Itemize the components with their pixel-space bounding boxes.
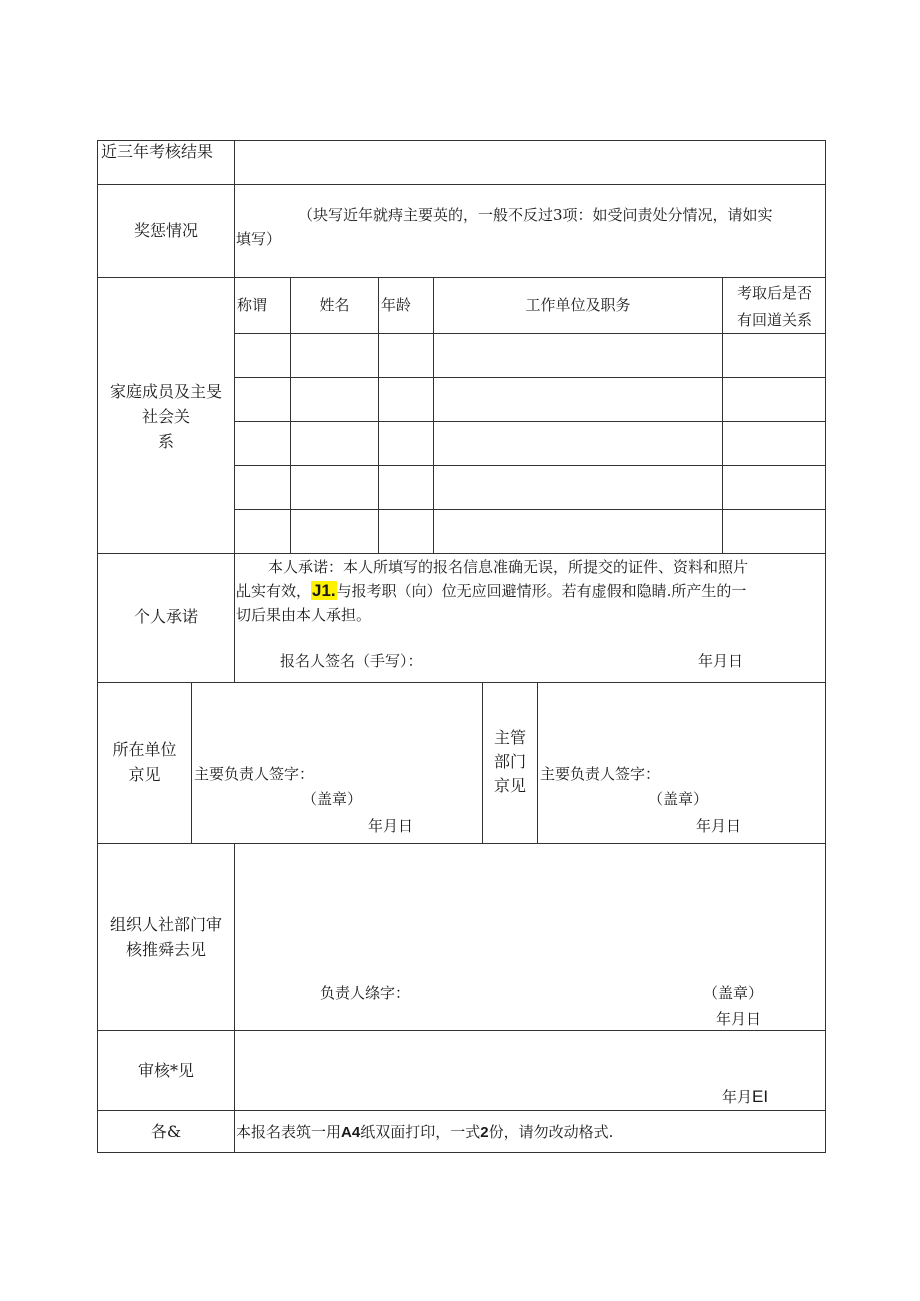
family-col-avoid-line2: 有回道关系 [736, 312, 812, 329]
table-row-cell[interactable] [236, 423, 290, 465]
table-row-cell[interactable] [380, 379, 433, 421]
audit-date-a: 年月 [722, 1088, 753, 1106]
remarks-text-b: A4 [341, 1124, 361, 1141]
unit-opinion-date: 年月日 [368, 817, 414, 835]
family-col-work: 工作单位及职务 [525, 296, 631, 314]
table-row-cell[interactable] [724, 511, 825, 553]
pledge-highlight: J1. [312, 581, 336, 600]
table-row-cell[interactable] [724, 335, 825, 377]
table-row-cell[interactable] [292, 335, 378, 377]
table-row-cell[interactable] [236, 335, 290, 377]
org-opinion-label-line2: 核推舜去见 [125, 940, 206, 959]
org-opinion-sign: 负责人绦字： [320, 984, 411, 1002]
review-results-label: 近三年考核结果 [101, 142, 214, 161]
remarks-text-c: 纸双面打印，一式 [360, 1123, 481, 1141]
table-row-cell[interactable] [724, 467, 825, 509]
table-row-cell[interactable] [236, 511, 290, 553]
table-row-cell[interactable] [380, 467, 433, 509]
table-row-cell[interactable] [724, 379, 825, 421]
unit-opinion-sign: 主要负责人签字： [194, 765, 315, 783]
table-row-cell[interactable] [724, 423, 825, 465]
dept-opinion-label-line3: 京见 [493, 776, 526, 795]
table-row-cell[interactable] [292, 467, 378, 509]
audit-date-b: EI [752, 1087, 769, 1106]
pledge-line2-a: 乩实有效， [236, 582, 312, 600]
family-label-line3: 系 [157, 432, 174, 451]
table-row-cell[interactable] [435, 511, 722, 553]
table-row-cell[interactable] [380, 511, 433, 553]
remarks-text [236, 1122, 613, 1143]
family-col-avoid-line1: 考取后是否 [736, 285, 812, 302]
remarks-text-d: 2 [480, 1124, 489, 1141]
pledge-line2-b: 与报考职（向）位无应回避情形。若有虚假和隐睛.所产生的一 [336, 582, 747, 600]
pledge-date: 年月日 [698, 652, 744, 670]
org-opinion-seal: （盖章） [703, 984, 764, 1002]
dept-opinion-label-line2: 部门 [493, 752, 526, 771]
rewards-label: 奖惩情况 [133, 221, 198, 240]
pledge-label: 个人承诺 [133, 607, 198, 626]
table-row-cell[interactable] [292, 379, 378, 421]
family-label-line2: 社会关 [141, 407, 190, 426]
audit-label: 审核*见 [137, 1061, 194, 1080]
table-row-cell[interactable] [380, 335, 433, 377]
remarks-text-a: 本报名表筑一用 [236, 1123, 342, 1141]
family-label-line1: 家庭成员及主旻 [109, 382, 222, 401]
pledge-sign-label: 报名人签名（手写）： [280, 652, 423, 670]
rewards-hint-line1: （块写近年就痔主要英的，一般不反过3项：如受问责处分情况，请如实 [298, 206, 773, 224]
dept-opinion-label-line1: 主管 [493, 728, 526, 747]
pledge-line1: 本人承诺：本人所填写的报名信息准确无误，所提交的证件、资料和照片 [268, 558, 749, 576]
table-row-cell[interactable] [435, 379, 722, 421]
table-row-cell[interactable] [435, 423, 722, 465]
table-row-cell[interactable] [435, 467, 722, 509]
unit-opinion-label-line2: 京见 [128, 765, 161, 784]
unit-opinion-label-line1: 所在单位 [112, 740, 177, 759]
dept-opinion-date: 年月日 [696, 817, 742, 835]
org-opinion-label-line1: 组织人社部门审 [109, 915, 222, 934]
org-opinion-date: 年月日 [716, 1010, 762, 1028]
unit-opinion-seal: （盖章） [302, 790, 363, 808]
pledge-line2 [236, 581, 746, 601]
table-row-cell[interactable] [380, 423, 433, 465]
review-results-value[interactable] [236, 142, 824, 183]
dept-opinion-sign: 主要负责人签字： [540, 765, 661, 783]
audit-date [722, 1087, 768, 1107]
dept-opinion-seal: （盖章） [648, 790, 709, 808]
family-col-age: 年龄 [381, 296, 412, 314]
rewards-hint-line2: 填写） [236, 230, 282, 248]
pledge-line3: 切后果由本人承担。 [236, 606, 372, 624]
remarks-label: 各& [150, 1122, 182, 1141]
table-row-cell[interactable] [292, 511, 378, 553]
remarks-text-e: 份，请勿改动格式. [488, 1123, 614, 1141]
table-row-cell[interactable] [236, 379, 290, 421]
table-row-cell[interactable] [292, 423, 378, 465]
table-row-cell[interactable] [435, 335, 722, 377]
table-row-cell[interactable] [236, 467, 290, 509]
family-col-name: 姓名 [319, 296, 350, 314]
family-col-title: 称谓 [237, 296, 268, 314]
